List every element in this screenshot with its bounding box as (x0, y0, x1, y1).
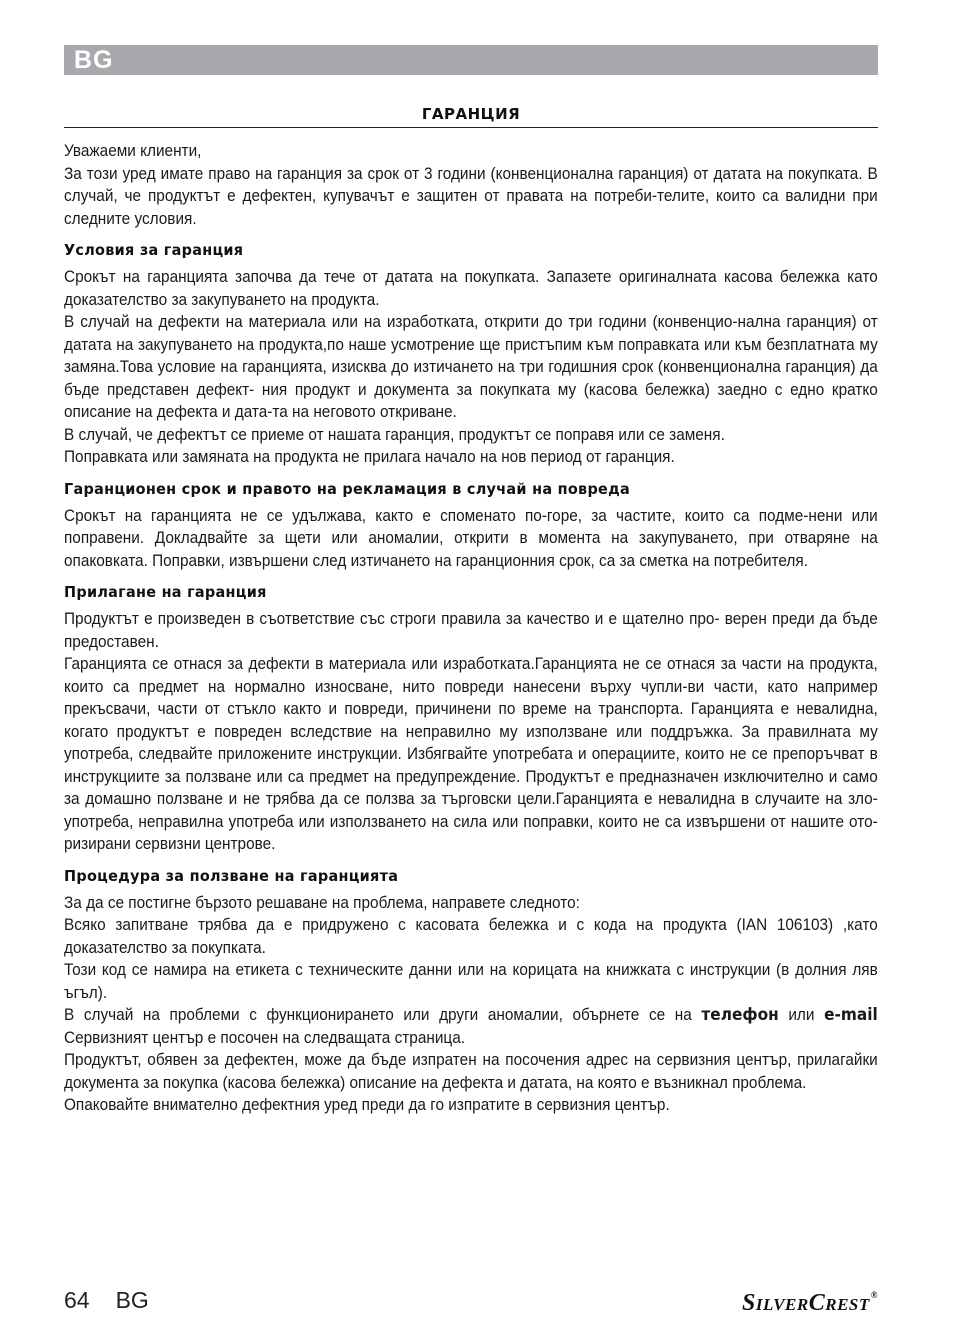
phone-label: телефон (701, 1005, 779, 1024)
paragraph: Опаковайте внимателно дефектния уред преди да го изпратите в сервизния център. (64, 1096, 670, 1114)
paragraph: Продуктът, обявен за дефектен, може да бъде изпратен на посочения адрес на сервизния център, прилагайки документа за покупка (касова бележка) описание на дефекта и датата, на която е възникнал проблема. (64, 1051, 878, 1092)
paragraph: Този код се намира на етикета с техническите данни или на корицата на книжката с инструкции (в долния ляв ъгъл). (64, 961, 878, 1002)
paragraph: Гаранцията се отнася за дефекти в материала или изработката.Гаранцията не се отнася за части на продукта, които са предмет на нормално износване, нито повреди нанесени върху чупли-ви части, като например прекъсвачи, части от стъкло както и повреди, причинени по време на транспорта. Гаранцията е невалидна, когато продуктът е повреден вследствие на неправилно му използване или поддръжка. За правилната му употреба, следвайте приложените инструкции. Избягвайте употребата и операциите, които не се препоръчват в инструкциите за ползване или са предмет на предупреждение. Продуктът е предназначен изключително и само за домашно ползване и не трябва да се ползва за търговски цели.Гаранцията е невалидна в случаите на зло-употреба, неправилна употреба или използването на сила или поправки, които не са извършени от нашите ото- ризирани сервизни центрове. (64, 655, 878, 853)
language-code: BG (74, 46, 114, 74)
section-heading-warranty-procedure: Процедура за ползване на гаранцията (64, 866, 399, 885)
document-body (64, 140, 878, 1117)
page-title: ГАРАНЦИЯ (421, 105, 521, 123)
email-label: e-mail (824, 1005, 878, 1024)
paragraph: Всяко запитване трябва да е придружено с касовата бележка и с кода на продукта (IAN 106103) ,като доказателство за покупката. (64, 916, 878, 957)
section-heading-warranty-application: Прилагане на гаранция (64, 583, 267, 601)
language-header-bar (64, 45, 878, 75)
text: или (778, 1006, 825, 1024)
text: Сервизният център е посочен на следващата страница. (64, 1028, 465, 1047)
contact-paragraph (64, 1004, 878, 1049)
registered-mark: ® (870, 1290, 878, 1300)
paragraph: За да се постигне бързото решаване на проблема, направете следното: (64, 893, 580, 912)
footer-language-code: BG (115, 1287, 149, 1313)
paragraph: В случай, че дефектът се приеме от нашата гаранция, продуктът се поправя или се заменя. (64, 425, 725, 444)
paragraph: Срокът на гаранцията не се удължава, както е споменато по-горе, за частите, които са подме-нени или поправени. Докладвайте за щети или аномалии, открити в момента на закупуването, при отваряне на опаковката. Поправки, извършени след изтичането на гаранционния срок, са за сметка на потребителя. (64, 506, 878, 570)
brand-logo (742, 1290, 878, 1317)
brand-name: SilverCrest (742, 1290, 870, 1316)
intro-paragraph: За този уред имате право на гаранция за срок от 3 години (конвенционална гаранция) от датата на покупката. В случай, че продуктът е дефектен, купувачът е защитен от правата на потреби-телите, които са валидни при следните условия. (64, 164, 878, 228)
section-heading-warranty-period: Гаранционен срок и правото на рекламация в случай на повреда (64, 479, 631, 498)
paragraph: Срокът на гаранцията започва да тече от датата на покупката. Запазете оригиналната касова бележка като доказателство за закупуването на продукта. (64, 268, 878, 309)
page-number: 64 (64, 1287, 90, 1313)
section-heading-warranty-conditions: Условия за гаранция (64, 241, 244, 259)
paragraph: Продуктът е произведен в съответствие със строги правила за качество и е щателно про- верен преди да бъде предоставен. (64, 610, 878, 651)
page-footer (64, 1287, 149, 1314)
title-divider (64, 127, 878, 128)
greeting: Уважаеми клиенти, (64, 142, 202, 160)
paragraph: В случай на дефекти на материала или на изработката, открити до три години (конвенцио-нална гаранция) от датата на закупуването на продукта,по наше усмотрение ще пристъпим към поправката или към безплатната му замяна.Това условие на гаранцията, изисква до изтичането на три годишния срок (конвенционална гаранция) да бъде представен дефект- ния продукт и документа за покупката му (касова бележка) заедно с едно кратко описание на дефекта и дата-та на неговото откриване. (64, 313, 878, 421)
paragraph: Поправката или замяната на продукта не прилага начало на нов период от гаранция. (64, 448, 675, 466)
text: В случай на проблеми с функционирането или други аномалии, обърнете се на (64, 1006, 702, 1024)
